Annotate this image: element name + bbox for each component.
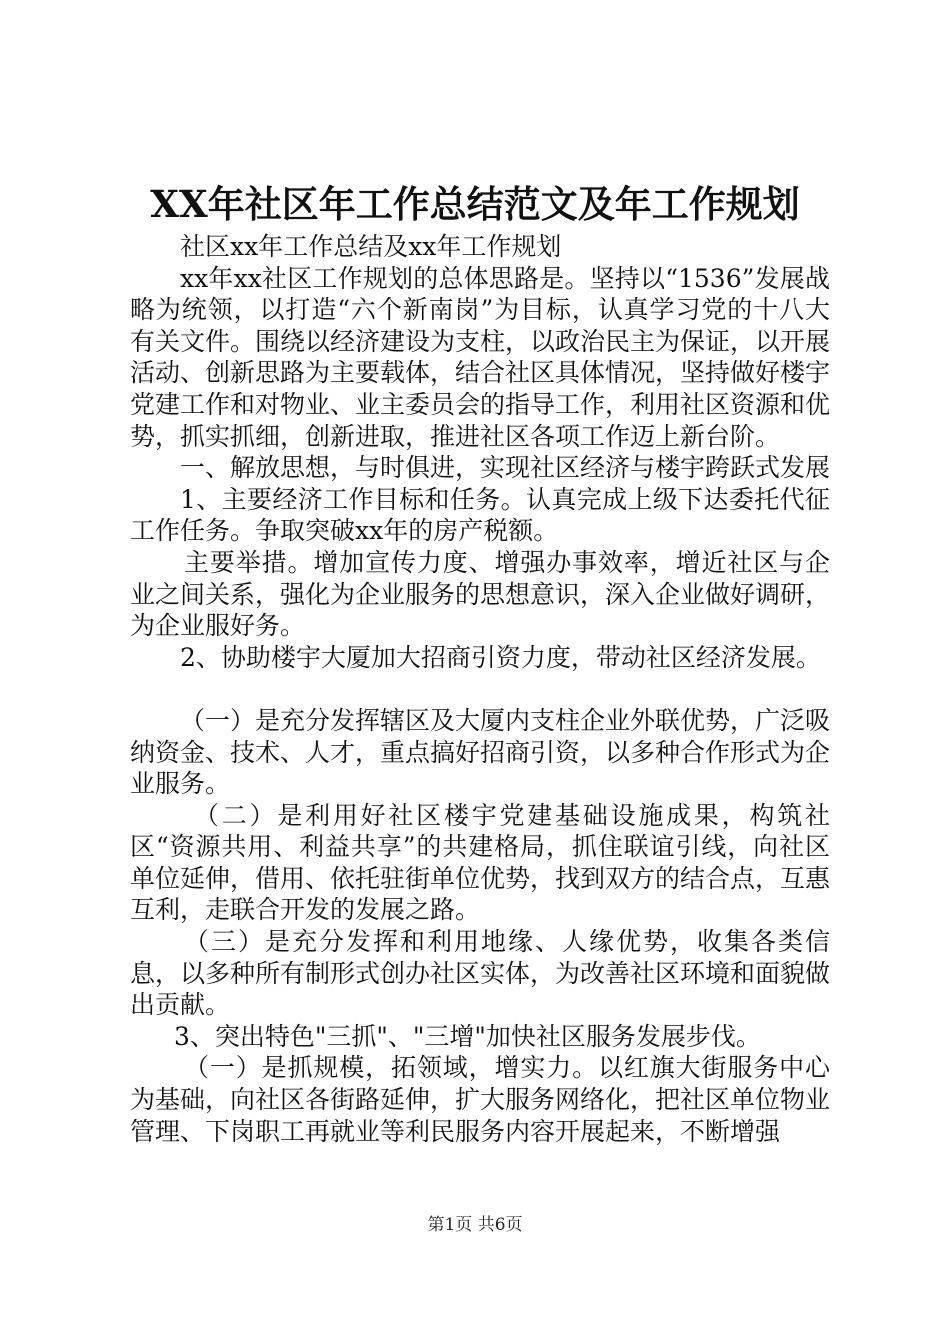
overview-paragraph: xx年xx社区工作规划的总体思路是。坚持以“1536”发展战略为统领，以打造“六个新南岗”为目标，认真学习党的十八大有关文件。围绕以经济建设为支柱，以政治民主为保证，以开展活动、创新思路为主要载体，结合社区具体情况，坚持做好楼宇党建工作和对物业、业主委员会的指导工作，利用社区资源和优势，抓实抓细，创新进取，推进社区各项工作迈上新台阶。 xyxy=(130,263,831,451)
document-body xyxy=(130,231,830,1147)
section-heading-1: 一、解放思想，与时俱进，实现社区经济与楼宇跨跃式发展 xyxy=(180,453,831,483)
document-title: XX年社区年工作总结范文及年工作规划 xyxy=(150,182,800,226)
item-3-sub-1-paragraph: （一）是抓规模，拓领域，增实力。以红旗大街服务中心为基础，向社区各街路延伸，扩大服务网络化，把社区单位物业管理、下岗职工再就业等利民服务内容开展起来，不断增强 xyxy=(130,1053,831,1146)
page-footer: 第1页 共6页 xyxy=(427,1215,523,1235)
item-3-paragraph: 3、突出特色"三抓"、"三增"加快社区服务发展步伐。 xyxy=(174,1021,761,1051)
sub-item-1-paragraph: （一）是充分发挥辖区及大厦内支柱企业外联优势，广泛吸纳资金、技术、人才，重点搞好招商引资，以多种合作形式为企业服务。 xyxy=(130,705,831,799)
item-1-paragraph: 1、主要经济工作目标和任务。认真完成上级下达委托代征工作任务。争取突破xx年的房产税额。 xyxy=(130,484,830,546)
blank-line xyxy=(130,673,830,705)
item-2-paragraph: 2、协助楼宇大厦加大招商引资力度，带动社区经济发展。 xyxy=(180,642,821,672)
measures-paragraph: 主要举措。增加宣传力度、增强办事效率，增近社区与企业之间关系，强化为企业服务的思想意识，深入企业做好调研，为企业服好务。 xyxy=(130,547,831,641)
sub-item-2-paragraph: （二）是利用好社区楼宇党建基础设施成果，构筑社区“资源共用、利益共享”的共建格局，抓住联谊引线，向社区单位延伸，借用、依托驻街单位优势，找到双方的结合点，互惠互利，走联合开发的发展之路。 xyxy=(130,800,831,925)
sub-item-3-paragraph: （三）是充分发挥和利用地缘、人缘优势，收集各类信息，以多种所有制形式创办社区实体，为改善社区环境和面貌做出贡献。 xyxy=(130,927,831,1020)
subtitle-paragraph: 社区xx年工作总结及xx年工作规划 xyxy=(180,232,562,261)
